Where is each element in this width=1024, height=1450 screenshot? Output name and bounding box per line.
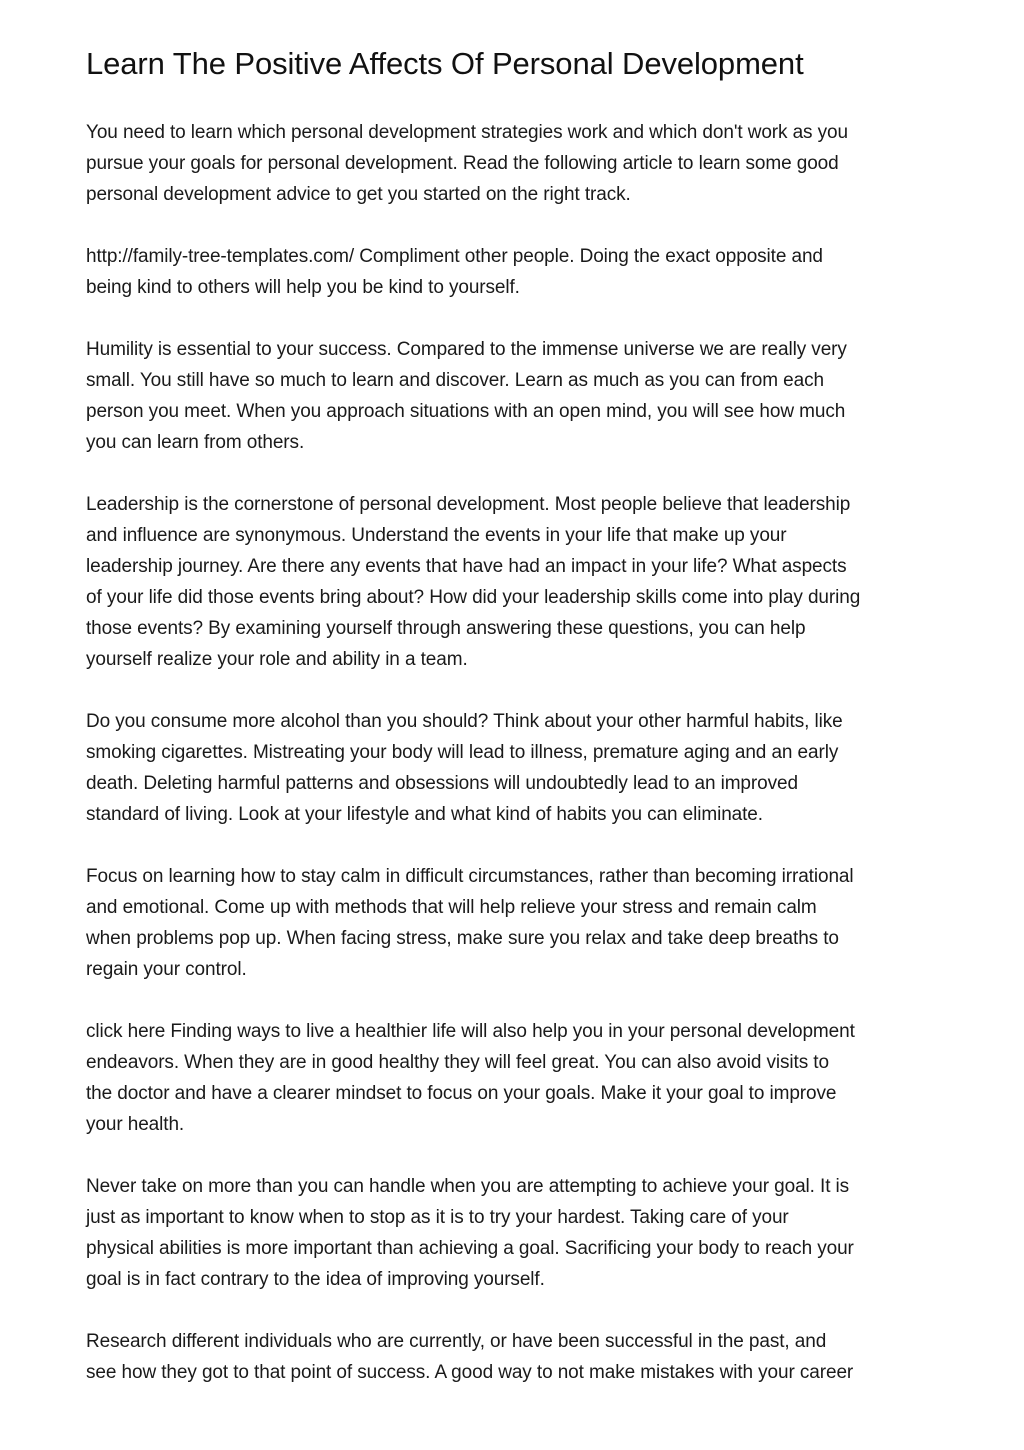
text-line: and influence are synonymous. Understand the events in your life that make up your (86, 525, 787, 546)
text-line: Do you consume more alcohol than you should? Think about your other harmful habits, like (86, 711, 843, 732)
paragraph-alcohol (86, 706, 956, 830)
paragraph-compliment (86, 241, 956, 303)
text-line: Research different individuals who are currently, or have been successful in the past, and (86, 1331, 827, 1352)
text-line: http://family-tree-templates.com/ Compliment other people. Doing the exact opposite and (86, 246, 823, 267)
text-line: and emotional. Come up with methods that will help relieve your stress and remain calm (86, 897, 817, 918)
document-page (86, 0, 956, 1388)
text-line: see how they got to that point of success. A good way to not make mistakes with your career (86, 1362, 854, 1383)
text-line: Humility is essential to your success. Compared to the immense universe we are really very (86, 339, 847, 360)
text-line: personal development advice to get you started on the right track. (86, 184, 631, 205)
text-line: goal is in fact contrary to the idea of improving yourself. (86, 1269, 545, 1290)
document-title: Learn The Positive Affects Of Personal Development (86, 46, 804, 81)
paragraph-health (86, 1016, 956, 1140)
text-line: person you meet. When you approach situations with an open mind, you will see how much (86, 401, 846, 422)
paragraph-leadership (86, 489, 956, 675)
text-line: those events? By examining yourself through answering these questions, you can help (86, 618, 806, 639)
text-line: smoking cigarettes. Mistreating your body will lead to illness, premature aging and an early (86, 742, 839, 763)
text-line: your health. (86, 1114, 185, 1135)
text-line: of your life did those events bring about? How did your leadership skills come into play during (86, 587, 861, 608)
text-line: death. Deleting harmful patterns and obsessions will undoubtedly lead to an improved (86, 773, 798, 794)
paragraph-limits (86, 1171, 956, 1295)
text-line: the doctor and have a clearer mindset to focus on your goals. Make it your goal to improve (86, 1083, 837, 1104)
text-line: You need to learn which personal development strategies work and which don't work as you (86, 122, 848, 143)
text-line: click here Finding ways to live a healthier life will also help you in your personal development (86, 1021, 855, 1042)
text-line: pursue your goals for personal development. Read the following article to learn some good (86, 153, 839, 174)
text-line: Leadership is the cornerstone of personal development. Most people believe that leadership (86, 494, 851, 515)
text-line: when problems pop up. When facing stress, make sure you relax and take deep breaths to (86, 928, 839, 949)
text-line: physical abilities is more important than achieving a goal. Sacrificing your body to reach your (86, 1238, 854, 1259)
text-line: small. You still have so much to learn and discover. Learn as much as you can from each (86, 370, 824, 391)
text-line: standard of living. Look at your lifestyle and what kind of habits you can eliminate. (86, 804, 763, 825)
text-line: you can learn from others. (86, 432, 305, 453)
paragraph-intro (86, 117, 956, 210)
text-line: yourself realize your role and ability in a team. (86, 649, 468, 670)
paragraph-calm (86, 861, 956, 985)
text-line: regain your control. (86, 959, 247, 980)
paragraph-research (86, 1326, 956, 1388)
text-line: leadership journey. Are there any events that have had an impact in your life? What aspects (86, 556, 847, 577)
text-line: Focus on learning how to stay calm in difficult circumstances, rather than becoming irrational (86, 866, 854, 887)
text-line: endeavors. When they are in good healthy they will feel great. You can also avoid visits to (86, 1052, 829, 1073)
text-line: being kind to others will help you be kind to yourself. (86, 277, 520, 298)
text-line: just as important to know when to stop as it is to try your hardest. Taking care of your (86, 1207, 789, 1228)
paragraph-humility (86, 334, 956, 458)
text-line: Never take on more than you can handle when you are attempting to achieve your goal. It is (86, 1176, 850, 1197)
